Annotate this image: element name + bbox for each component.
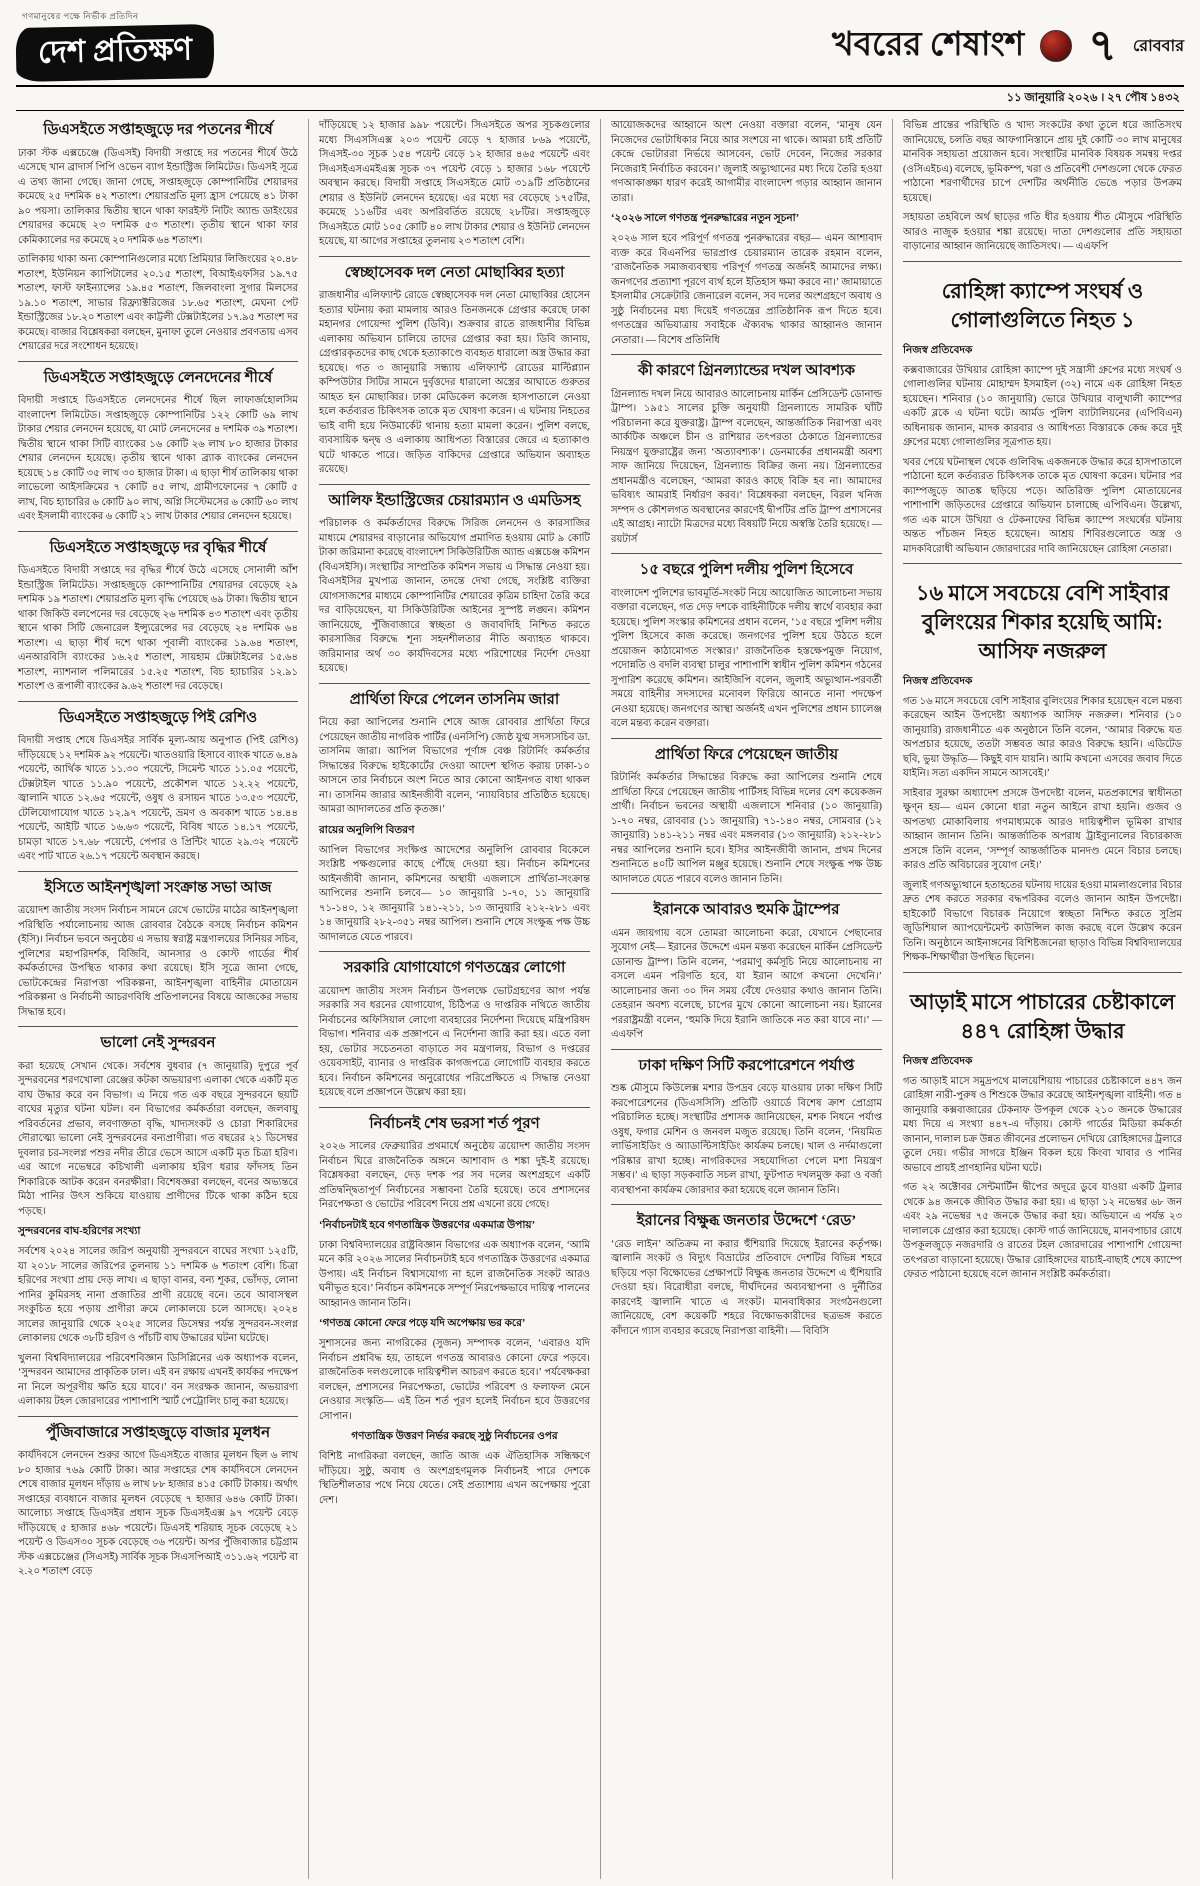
article-paragraph: ত্রয়োদশ জাতীয় সংসদ নির্বাচন সামনে রেখে ভোটের মাঠের আইনশৃঙ্খলা পরিস্থিতি পর্যালোচনায় আজ রোববার বৈঠকে বসছে নির্বাচন কমিশন (ইসি)। নির্বাচন ভবনে অনুষ্ঠেয় এ সভায় স্বরাষ্ট্র মন্ত্রণালয়ের সিনিয়র সচিব, পুলিশের মহাপরিদর্শক, বিজিবি, আনসার ও কোস্ট গার্ডের শীর্ষ কর্মকর্তাদের উপস্থিত থাকার কথা রয়েছে। ইসি সূত্রে জানা গেছে, ভোটকেন্দ্রের নিরাপত্তা পরিকল্পনা, আইনশৃঙ্খলা বাহিনীর মোতায়েন পরিকল্পনা ও নির্বাচনী আচরণবিধি প্রতিপালনের বিষয়ে আজকের সভায় সিদ্ধান্ত হবে।	[18, 905, 298, 1018]
article	[611, 1049, 882, 1199]
article-paragraph: করা হয়েছে সেখান থেকে। সর্বশেষ বুধবার (৭ জানুয়ারি) দুপুরে পূর্ব সুন্দরবনের শরণখোলা রেঞ্জের কটকা অভয়ারণ্য এলাকা থেকে একটি মৃত বাঘ উদ্ধার করে বন বিভাগ। এ নিয়ে গত এক বছরে সুন্দরবনে ছয়টি বাঘের মৃত্যুর ঘটনা ঘটল। বন বিভাগের কর্মকর্তারা বলছেন, জলবায়ু পরিবর্তনের প্রভাব, লবণাক্ততা বৃদ্ধি, খাদ্যসংকট ও চোরা শিকারিদের দৌরাত্ম্যে ভালো নেই সুন্দরবনের বন্যপ্রাণীরা। গত বছরের ২১ ডিসেম্বর দুবলার চর-সংলগ্ন পশুর নদীর তীরে ভেসে আসে একটি মৃত চিত্রা হরিণ। এর আগে নভেম্বরে কচিখালী এলাকায় হরিণ ধরার ফাঁদসহ তিন শিকারিকে আটক করেন বনরক্ষীরা। বিশেষজ্ঞরা বলছেন, বনের অভ্যন্তরে মিঠা পানির উৎস শুকিয়ে যাওয়ায় প্রাণীদের টিকে থাকা কঠিন হয়ে পড়ছে।	[18, 1060, 298, 1217]
article-subhead: ‘গণতন্ত্র কোনো ফেরে পড়ে যদি অপেক্ষায় ভর করে’	[319, 1318, 526, 1330]
continuation-paragraph: দাঁড়িয়েছে ১২ হাজার ৯৯৮ পয়েন্টে। সিএসইতে অপর সূচকগুলোর মধ্যে সিএসসিএক্স ২০৩ পয়েন্ট বেড়ে ৭ হাজার ৮৬৯ পয়েন্টে, সিএসই-৩০ সূচক ১৫৪ পয়েন্ট বেড়ে ১২ হাজার ৪৬৫ পয়েন্টে এবং সিএসইএসএমইএক্স সূচক ৩৭ পয়েন্ট বেড়ে ১ হাজার ১৬৮ পয়েন্টে অবস্থান করছে। বিদায়ী সপ্তাহে সিএসইতে মোট ৩১৯টি প্রতিষ্ঠানের শেয়ার ও ইউনিট লেনদেন হয়েছে। এর মধ্যে দর বেড়েছে ১৭৫টির, কমেছে ১১৬টির এবং অপরিবর্তিত রয়েছে ২৮টির। সপ্তাহজুড়ে সিএসইতে মোট ১০৫ কোটি ৪০ লাখ টাকার শেয়ার ও ইউনিট লেনদেন হয়েছে, যা আগের সপ্তাহের তুলনায় ২৩ শতাংশ বেশি।	[319, 120, 590, 248]
article-paragraph: গ্রিনল্যান্ড দখল নিয়ে আবারও আলোচনায় মার্কিন প্রেসিডেন্ট ডোনাল্ড ট্রাম্প। ১৯৫১ সালের চুক্তি অনুযায়ী গ্রিনল্যান্ডে সামরিক ঘাঁটি পরিচালনা করে যুক্তরাষ্ট্র। ট্রাম্প বলেছেন, আন্তর্জাতিক নিরাপত্তা এবং আর্কটিক অঞ্চলে চীন ও রাশিয়ার তৎপরতা ঠেকাতে গ্রিনল্যান্ডের নিয়ন্ত্রণ যুক্তরাষ্ট্রের জন্য ‘অত্যাবশ্যক’। ডেনমার্কের প্রধানমন্ত্রী অবশ্য সাফ জানিয়ে দিয়েছেন, গ্রিনল্যান্ড বিক্রির জন্য নয়। গ্রিনল্যান্ডের প্রধানমন্ত্রীও বলেছেন, ‘আমরা কারও কাছে বিক্রি হব না। আমাদের ভবিষ্যৎ আমরাই নির্ধারণ করব।’ বিশ্লেষকরা বলছেন, বিরল খনিজ সম্পদ ও কৌশলগত অবস্থানের কারণেই দ্বীপটির প্রতি ট্রাম্প প্রশাসনের এই আগ্রহ। ন্যাটো মিত্রদের মধ্যে বিষয়টি নিয়ে অস্বস্তি তৈরি হয়েছে। — রয়টার্স	[611, 388, 882, 545]
article	[611, 893, 882, 1043]
article-headline: আড়াই মাসে পাচারের চেষ্টাকালে ৪৪৭ রোহিঙ্গা উদ্ধার	[909, 989, 1176, 1043]
article-paragraph: কার্যদিবসে লেনদেন শুরুর আগে ডিএসইতে বাজার মূলধন ছিল ৬ লাখ ৮০ হাজার ৭৬৯ কোটি টাকা। আর সপ্তাহের শেষ কার্যদিবসে লেনদেন শেষে বাজার মূলধন দাঁড়ায় ৬ লাখ ৮৮ হাজার ৪১৫ কোটি টাকায়। অর্থাৎ সপ্তাহের ব্যবধানে বাজার মূলধন বেড়েছে ৭ হাজার ৬৪৬ কোটি টাকা। আলোচ্য সপ্তাহে ডিএসইর প্রধান সূচক ডিএসইএক্স ৯৭ পয়েন্ট বেড়ে দাঁড়িয়েছে ৫ হাজার ৪৬৮ পয়েন্টে। ডিএসই শরিয়াহ সূচক বেড়েছে ২১ পয়েন্ট ও ডিএস৩০ সূচক বেড়েছে ৩৬ পয়েন্ট। অপর পুঁজিবাজার চট্টগ্রাম স্টক এক্সচেঞ্জের (সিএসই) সার্বিক সূচক সিএসপিআই ৩১১.৬২ পয়েন্ট বা ২.২০ শতাংশ বেড়ে	[18, 1450, 298, 1578]
article	[903, 972, 1182, 1283]
article-paragraph: গত ২২ অক্টোবর সেন্টমার্টিন দ্বীপের অদূরে ডুবে যাওয়া একটি ট্রলার থেকে ৯৪ জনকে জীবিত উদ্ধার করা হয়। এ ছাড়া ১২ নভেম্বর ৬৮ জন এবং ২৯ নভেম্বর ৭৫ জনকে উদ্ধার করা হয়। অভিযানে এ পর্যন্ত ২৩ দালালকে গ্রেপ্তার করা হয়েছে। কোস্ট গার্ড জানিয়েছে, মানবপাচার রোধে উপকূলজুড়ে নজরদারি ও রাতের টহল জোরদারের পাশাপাশি গোয়েন্দা তৎপরতা বাড়ানো হয়েছে। উদ্ধার রোহিঙ্গাদের যাচাই-বাছাই শেষে ক্যাম্পে ফেরত পাঠানো হয়েছে বলে জানান সংশ্লিষ্ট কর্মকর্তারা।	[903, 1182, 1182, 1281]
paper-emblem-icon	[1040, 30, 1072, 62]
article	[319, 1107, 590, 1509]
article-paragraph: গত আড়াই মাসে সমুদ্রপথে মালয়েশিয়ায় পাচারের চেষ্টাকালে ৪৪৭ জন রোহিঙ্গা নারী-পুরুষ ও শিশুকে উদ্ধার করেছে আইনশৃঙ্খলা বাহিনী। গত ৪ জানুয়ারি কক্সবাজারের টেকনাফ উপকূল থেকে ২১০ জনকে উদ্ধারের মধ্য দিয়ে এ সংখ্যা ৪৪৭-এ দাঁড়ায়। কোস্ট গার্ডের মিডিয়া কর্মকর্তা জানান, দালাল চক্র উন্নত জীবনের প্রলোভন দেখিয়ে রোহিঙ্গাদের ট্রলারে তুলে দেয়। গভীর সাগরে ইঞ্জিন বিকল হয়ে কিংবা খাবার ও পানির অভাবে প্রায়ই প্রাণহানির ঘটনা ঘটে।	[903, 1075, 1182, 1174]
newspaper-logo	[15, 24, 214, 82]
article-subhead: রায়ের অনুলিপি বিতরণ	[319, 824, 415, 836]
article	[18, 361, 298, 525]
article-headline: ঢাকা দক্ষিণ সিটি করপোরেশনে পর্যাপ্ত	[638, 1057, 855, 1074]
article-headline: পুঁজিবাজারে সপ্তাহজুড়ে বাজার মূলধন	[45, 1424, 271, 1441]
article-paragraph: রাজধানীর এলিফ্যান্ট রোডে স্বেচ্ছাসেবক দল নেতা মোছাব্বির হোসেন হত্যার ঘটনায় করা মামলায় আরও তিনজনকে গ্রেপ্তার করেছে ঢাকা মহানগর গোয়েন্দা পুলিশ (ডিবি)। শুক্রবার রাতে রাজধানীর বিভিন্ন এলাকায় অভিযান চালিয়ে তাদের গ্রেপ্তার করা হয়। ডিবি জানায়, গ্রেপ্তারকৃতদের কাছ থেকে হত্যাকাণ্ডে ব্যবহৃত ধারালো অস্ত্র উদ্ধার করা হয়েছে। গত ৩ জানুয়ারি সন্ধ্যায় এলিফ্যান্ট রোডের মাল্টিপ্ল্যান কম্পিউটার সিটির সামনে দুর্বৃত্তদের ধারালো অস্ত্রের আঘাতে গুরুতর আহত হন মোছাব্বির। ঢাকা মেডিকেল কলেজ হাসপাতালে নেওয়া হলে কর্তব্যরত চিকিৎসক তাকে মৃত ঘোষণা করেন। এ ঘটনায় নিহতের ভাই বাদী হয়ে নিউমার্কেট থানায় হত্যা মামলা করেন। পুলিশ বলছে, ব্যবসায়িক দ্বন্দ্ব ও এলাকায় আধিপত্য বিস্তারের জেরে এ হত্যাকাণ্ড ঘটে থাকতে পারে। জড়িত বাকিদের গ্রেপ্তারে অভিযান অব্যাহত রয়েছে।	[319, 290, 590, 476]
article-paragraph: আপিল বিভাগের সংক্ষিপ্ত আদেশের অনুলিপি রোববার বিকেলে সংশ্লিষ্ট পক্ষগুলোর কাছে পৌঁছে দেওয়া হয়। নির্বাচন কমিশনের আইনজীবী জানান, কমিশনের অস্থায়ী এজলাসে প্রার্থিতা-সংক্রান্ত আপিলের শুনানি চলবে— ১০ জানুয়ারি ১-৭০, ১১ জানুয়ারি ৭১-১৪০, ১২ জানুয়ারি ১৪১-২১১, ১৩ জানুয়ারি ২১২-২৮১ এবং ১৪ জানুয়ারি ২৮২-৩৫১ নম্বর আপিল। শুনানি শেষে সংক্ষুব্ধ পক্ষ উচ্চ আদালতে যেতে পারবে।	[319, 844, 590, 943]
article-headline: কী কারণে গ্রিনল্যান্ডের দখল আবশ্যক	[637, 363, 856, 380]
article-headline: প্রার্থিতা ফিরে পেয়েছেন জাতীয়	[654, 746, 839, 763]
date-bar	[16, 85, 1184, 111]
article-headline: স্বেচ্ছাসেবক দল নেতা মোছাব্বির হত্যা	[344, 264, 565, 281]
article-paragraph: ঢাকা বিশ্ববিদ্যালয়ের রাষ্ট্রবিজ্ঞান বিভাগের এক অধ্যাপক বলেন, ‘আমি মনে করি ২০২৬ সালের নির্বাচনটাই হবে গণতান্ত্রিক উত্তরণের একমাত্র উপায়। এই নির্বাচন বিশ্বাসযোগ্য না হলে রাজনৈতিক সংকট আরও ঘনীভূত হবে।’ নির্বাচন কমিশনকে সম্পূর্ণ নিরপেক্ষভাবে দায়িত্ব পালনের আহ্বানও জানান তিনি।	[319, 1239, 590, 1309]
page-header	[16, 10, 1184, 80]
article	[18, 871, 298, 1021]
article	[611, 553, 882, 732]
article	[18, 121, 298, 355]
article	[319, 256, 590, 478]
article-bold-line: গণতান্ত্রিক উত্তরণ নির্ভর করছে সুষ্ঠু নির্বাচনের ওপর	[351, 1431, 558, 1443]
article-paragraph: এমন জায়গায় বসে তোমরা আলোচনা করো, যেখানে পেছানোর সুযোগ নেই— ইরানের উদ্দেশে এমন মন্তব্য করেছেন মার্কিন প্রেসিডেন্ট ডোনাল্ড ট্রাম্প। তিনি বলেন, ‘পরমাণু কর্মসূচি নিয়ে আলোচনায় না বসলে এমন পরিণতি হবে, যা ইরান আগে কখনো দেখেনি।’ আলোচনার জন্য ৩০ দিন সময় বেঁধে দেওয়ার কথাও জানান তিনি। তেহরান অবশ্য বলেছে, চাপের মুখে কোনো আলোচনা নয়। ইরানের পররাষ্ট্রমন্ত্রী বলেন, ‘হুমকি দিয়ে ইরানি জাতিকে নত করা যাবে না।’ — এএফপি	[611, 927, 882, 1041]
article	[611, 354, 882, 547]
article	[611, 738, 882, 888]
article-byline: নিজস্ব প্রতিবেদক	[903, 344, 973, 356]
article-headline: আলিফ ইন্ডাস্ট্রিজের চেয়ারম্যান ও এমডিসহ	[328, 492, 581, 509]
article	[611, 1204, 882, 1339]
article-paragraph: বিশিষ্ট নাগরিকরা বলছেন, জাতি আজ এক ঐতিহাসিক সন্ধিক্ষণে দাঁড়িয়ে। সুষ্ঠু, অবাধ ও অংশগ্রহণমূলক নির্বাচনই পারে দেশকে স্থিতিশীলতার পথে নিয়ে যেতে। সেই প্রত্যাশায় এখন অপেক্ষায় পুরো দেশ।	[319, 1451, 590, 1506]
article-subhead: ‘নির্বাচনটাই হবে গণতান্ত্রিক উত্তরণের একমাত্র উপায়’	[319, 1219, 536, 1231]
article-paragraph: ঢাকা স্টক এক্সচেঞ্জে (ডিএসই) বিদায়ী সপ্তাহে দর পতনের শীর্ষে উঠে এসেছে খান ব্রাদার্স পিপি ওভেন ব্যাগ ইন্ডাস্ট্রিজ লিমিটেড। ডিএসই সূত্রে এ তথ্য জানা গেছে। জানা গেছে, সপ্তাহজুড়ে কোম্পানিটির শেয়ারদর কমেছে ২৫ দশমিক ৪২ শতাংশ। শেয়ারপ্রতি মূল্য হ্রাস পেয়েছে ৪১ টাকা ৯০ পয়সা। তালিকার দ্বিতীয় স্থানে থাকা ফারইস্ট নিটিং অ্যান্ড ডাইংয়ের শেয়ারদর কমেছে ২৩ দশমিক ৫৩ শতাংশ। তৃতীয় স্থানে থাকা ফার কেমিক্যালের দর কমেছে ২০ দশমিক ৬৪ শতাংশ।	[18, 147, 298, 246]
article-paragraph: জুলাই গণঅভ্যুত্থানে হতাহতের ঘটনায় দায়ের হওয়া মামলাগুলোর বিচার দ্রুত শেষ করতে সরকার বদ্ধপরিকর বলেও জানান আইন উপদেষ্টা। হাইকোর্ট বিভাগে বিচারক নিয়োগে স্বচ্ছতা নিশ্চিত করতে সুপ্রিম জুডিশিয়াল অ্যাপয়েন্টমেন্ট কাউন্সিল কাজ করছে বলে উল্লেখ করেন তিনি। অনুষ্ঠানে আইনাঙ্গনের বিশিষ্টজনেরা ছাড়াও বিভিন্ন বিশ্ববিদ্যালয়ের শিক্ষক-শিক্ষার্থীরা উপস্থিত ছিলেন।	[903, 879, 1182, 964]
article-byline: নিজস্ব প্রতিবেদক	[903, 1055, 973, 1067]
article-continuation	[903, 119, 1182, 255]
article-paragraph: গত ১৬ মাসে সবচেয়ে বেশি সাইবার বুলিংয়ের শিকার হয়েছেন বলে মন্তব্য করেছেন আইন উপদেষ্টা অধ্যাপক আসিফ নজরুল। শনিবার (১০ জানুয়ারি) রাজধানীতে এক অনুষ্ঠানে তিনি বলেন, ‘আমার বিরুদ্ধে যত অপপ্রচার হয়েছে, ততটা সম্ভবত আর কারও বিরুদ্ধে হয়নি। এডিটেড ছবি, ভুয়া উদ্ধৃতি— কিছুই বাদ যায়নি। আমি কখনো এসবের জবাব দিতে যাইনি। সত্য একদিন সামনে আসবেই।’	[903, 695, 1182, 780]
article-paragraph: বিদায়ী সপ্তাহ শেষে ডিএসইর সার্বিক মূল্য-আয় অনুপাত (পিই রেশিও) দাঁড়িয়েছে ১২ দশমিক ৯২ পয়েন্টে। খাতওয়ারি হিসাবে ব্যাংক খাতে ৬.৪৯ পয়েন্টে, আর্থিক খাতে ১১.৩০ পয়েন্টে, সিমেন্ট খাতে ১১.০৫ পয়েন্টে, টেক্সটাইল খাতে ১১.৯০ পয়েন্টে, প্রকৌশল খাতে ১২.২২ পয়েন্টে, জ্বালানি খাতে ১২.৬৫ পয়েন্টে, ওষুধ ও রসায়ন খাতে ১৩.৫৩ পয়েন্টে, টেলিযোগাযোগ খাতে ১২.৯৭ পয়েন্টে, ভ্রমণ ও অবকাশ খাতে ১৪.৪৪ পয়েন্টে, আইটি খাতে ১৬.৬৩ পয়েন্টে, বিবিধ খাতে ১৪.১৭ পয়েন্টে, চামড়া খাতে ১৭.৬৮ পয়েন্টে, পেপার ও প্রিন্টিং খাতে ২৯.৩২ পয়েন্টে এবং পাট খাতে ২৬.১৭ পয়েন্টে অবস্থান করছে।	[18, 735, 298, 863]
continuation-paragraph: সহায়তা তহবিলে অর্থ ছাড়ের গতি ধীর হওয়ায় শীত মৌসুমে পরিস্থিতি আরও নাজুক হওয়ার শঙ্কা রয়েছে। দাতা দেশগুলোর প্রতি সহায়তা বাড়ানোর আহ্বান জানিয়েছে জাতিসংঘ। — এএফপি	[903, 212, 1182, 253]
article-headline: ডিএসইতে সপ্তাহজুড়ে দর পতনের শীর্ষে	[43, 122, 273, 139]
article-paragraph: ত্রয়োদশ জাতীয় সংসদ নির্বাচন উপলক্ষে ভোটগ্রহণের আগ পর্যন্ত সরকারি সব ধরনের যোগাযোগ, চিঠিপত্র ও দাপ্তরিক নথিতে জাতীয় নির্বাচনের অফিসিয়াল লোগো ব্যবহারের নির্দেশনা দিয়েছে মন্ত্রিপরিষদ বিভাগ। শনিবার এক প্রজ্ঞাপনে এ নির্দেশনা জারি করা হয়। এতে বলা হয়, ভোটার সচেতনতা বাড়াতে সব মন্ত্রণালয়, বিভাগ ও দপ্তরের ওয়েবসাইট, ব্যানার ও দাপ্তরিক কাগজপত্রে লোগোটি ব্যবহার করতে হবে। নির্বাচন কমিশনের অনুরোধের পরিপ্রেক্ষিতে এ সিদ্ধান্ত নেওয়া হয়েছে বলে প্রজ্ঞাপনে উল্লেখ করা হয়।	[319, 985, 590, 1099]
article-paragraph: রিটার্নিং কর্মকর্তার সিদ্ধান্তের বিরুদ্ধে করা আপিলের শুনানি শেষে প্রার্থিতা ফিরে পেয়েছেন জাতীয় পার্টিসহ বিভিন্ন দলের বেশ কয়েকজন প্রার্থী। নির্বাচন ভবনের অস্থায়ী এজলাসে শনিবার (১০ জানুয়ারি) ১-৭০ নম্বর, রোববার (১১ জানুয়ারি) ৭১-১৪০ নম্বর, সোমবার (১২ জানুয়ারি) ১৪১-২১১ নম্বর এবং মঙ্গলবার (১৩ জানুয়ারি) ২১২-২৮১ নম্বর আপিলের শুনানি হবে। ইসির আইনজীবী জানান, প্রথম দিনের শুনানিতে ৪০টি আপিল মঞ্জুর হয়েছে। শুনানি শেষে সংক্ষুব্ধ পক্ষ উচ্চ আদালতে যেতে পারবে বলেও জানান তিনি।	[611, 772, 882, 885]
article-paragraph: বাংলাদেশ পুলিশের ভাবমূর্তি-সংকট নিয়ে আয়োজিত আলোচনা সভায় বক্তারা বলেছেন, গত দেড় দশকে বাহিনীটিকে দলীয় স্বার্থে ব্যবহার করা হয়েছে। পুলিশ সংস্কার কমিশনের প্রধান বলেন, ‘১৫ বছরে পুলিশ দলীয় পুলিশ হিসেবে কাজ করেছে। জনগণের পুলিশ হয়ে উঠতে হলে প্রয়োজন কাঠামোগত সংস্কার।’ রাজনৈতিক হস্তক্ষেপমুক্ত নিয়োগ, পদোন্নতি ও বদলি ব্যবস্থা চালুর পাশাপাশি স্বাধীন পুলিশ কমিশন গঠনের সুপারিশ করেছে কমিশন। আইজিপি বলেন, জুলাই অভ্যুত্থান-পরবর্তী সময়ে বাহিনীর সদস্যদের মনোবল ফিরিয়ে আনতে নানা পদক্ষেপ নেওয়া হয়েছে। জনগণের আস্থা অর্জনই এখন পুলিশের প্রধান চ্যালেঞ্জ বলে মন্তব্য করেন বক্তারা।	[611, 587, 882, 730]
day-label: রোববার	[1132, 37, 1184, 55]
article-continuation	[319, 119, 590, 250]
masthead-tagline: গণমানুষের পক্ষে নির্ভীক প্রতিদিন	[22, 11, 139, 21]
article-headline: নির্বাচনই শেষ ভরসা শর্ত পূরণ	[369, 1115, 540, 1132]
column-4	[892, 119, 1184, 1879]
article-headline: ডিএসইতে সপ্তাহজুড়ে দর বৃদ্ধির শীর্ষে	[49, 539, 267, 556]
article-paragraph: ‘রেড লাইন’ অতিক্রম না করার হুঁশিয়ারি দিয়েছে ইরানের কর্তৃপক্ষ। জ্বালানি সংকট ও বিদ্যুৎ বিভ্রাটের প্রতিবাদে দেশটির বিভিন্ন শহরে ছড়িয়ে পড়া বিক্ষোভের প্রেক্ষাপটে বিক্ষুব্ধ জনতার উদ্দেশে এ হুঁশিয়ারি দেওয়া হয়। বিরোধীরা বলছে, দীর্ঘদিনের অব্যবস্থাপনা ও দুর্নীতির কারণেই জ্বালানি খাতে এ সংকট। মানবাধিকার সংগঠনগুলো জানিয়েছে, বেশ কয়েকটি শহরে বিক্ষোভকারীদের ছত্রভঙ্গ করতে কাঁদানে গ্যাস ব্যবহার করেছে নিরাপত্তা বাহিনী। — বিবিসি	[611, 1238, 882, 1337]
article	[18, 1026, 298, 1410]
article-paragraph: ডিএসইতে বিদায়ী সপ্তাহে দর বৃদ্ধির শীর্ষে উঠে এসেছে সোনালী আঁশ ইন্ডাস্ট্রিজ লিমিটেড। সপ্তাহজুড়ে কোম্পানিটির শেয়ারদর বেড়েছে ২৯ দশমিক ১৯ শতাংশ। শেয়ারপ্রতি মূল্য বৃদ্ধি পেয়েছে ৬৯ টাকা। দ্বিতীয় স্থানে থাকা জিকিউ বলপেনের দর বেড়েছে ২৬ দশমিক ৪৩ শতাংশ এবং তৃতীয় স্থানে থাকা সিটি জেনারেল ইন্স্যুরেন্সের দর বেড়েছে ২৪ দশমিক ৬৪ শতাংশ। এ ছাড়া শীর্ষ দশে থাকা পূবালী ব্যাংকের ১৯.৬৪ শতাংশ, এনআরবিসি ব্যাংকের ১৬.২৫ শতাংশ, সায়হাম টেক্সটাইলের ১৫.৬৪ শতাংশ, ন্যাশনাল পলিমারের ১৫.২৫ শতাংশ, বিচ হ্যাচারির ১২.৯১ শতাংশ ও রূপালী ব্যাংকের ৯.৬২ শতাংশ দর বেড়েছে।	[18, 565, 298, 693]
article-paragraph: তালিকায় থাকা অন্য কোম্পানিগুলোর মধ্যে প্রিমিয়ার লিজিংয়ের ২০.৪৮ শতাংশ, ইউনিয়ন ক্যাপিটালের ২০.১৫ শতাংশ, বিআইএফসির ১৯.৭৫ শতাংশ, ফাস্ট ফাইন্যান্সের ১৯.৪৫ শতাংশ, জিলবাংলা সুগার মিলসের ১৯.১০ শতাংশ, সাভার রিফ্র্যাক্টরিজের ১৮.৬৫ শতাংশ, মেঘনা পেট ইন্ডাস্ট্রিজের ১৮.২০ শতাংশ এবং কাট্টলী টেক্সটাইলের ১৭.৯৫ শতাংশ দর কমেছে। বাজার বিশ্লেষকরা বলছেন, মুনাফা তুলে নেওয়ার প্রবণতায় এসব শেয়ারের দরে সংশোধন হয়েছে।	[18, 254, 298, 353]
column-3	[600, 119, 892, 1879]
article	[18, 531, 298, 695]
article-headline: ১৫ বছরে পুলিশ দলীয় পুলিশ হিসেবে	[639, 562, 854, 579]
article-paragraph: পরিচালক ও কর্মকর্তাদের বিরুদ্ধে সিরিজ লেনদেন ও কারসাজির মাধ্যমে শেয়ারদর বাড়ানোর অভিযোগ প্রমাণিত হওয়ায় মোট ৯ কোটি টাকা জরিমানা করেছে বাংলাদেশ সিকিউরিটিজ অ্যান্ড এক্সচেঞ্জ কমিশন (বিএসইসি)। সংস্থাটির সাম্প্রতিক কমিশন সভায় এ সিদ্ধান্ত নেওয়া হয়। বিএসইসির মুখপাত্র জানান, তদন্তে দেখা গেছে, সংশ্লিষ্ট ব্যক্তিরা যোগসাজশের মাধ্যমে কোম্পানিটির শেয়ারের কৃত্রিম চাহিদা তৈরি করে দর বাড়িয়েছেন, যা সিকিউরিটিজ আইনের সুস্পষ্ট লঙ্ঘন। কমিশন জানিয়েছে, পুঁজিবাজারে স্বচ্ছতা ও জবাবদিহি নিশ্চিত করতে কারসাজির বিরুদ্ধে শূন্য সহনশীলতার নীতি অব্যাহত থাকবে। জরিমানার অর্থ ৩০ কার্যদিবসের মধ্যে পরিশোধের নির্দেশ দেওয়া হয়েছে।	[319, 518, 590, 675]
article	[903, 261, 1182, 557]
article	[903, 563, 1182, 966]
article-headline: প্রার্থিতা ফিরে পেলেন তাসনিম জারা	[349, 691, 560, 708]
article-paragraph: খুলনা বিশ্ববিদ্যালয়ের পরিবেশবিজ্ঞান ডিসিপ্লিনের এক অধ্যাপক বলেন, ‘সুন্দরবন আমাদের প্রাকৃতিক ঢাল। এই বন রক্ষায় এখনই কার্যকর পদক্ষেপ না নিলে অপূরণীয় ক্ষতি হয়ে যাবে।’ বন সংরক্ষক জানান, অভয়ারণ্য এলাকায় টহল জোরদারের পাশাপাশি স্মার্ট পেট্রোলিং চালু করা হয়েছে।	[18, 1352, 298, 1408]
article-paragraph: ২০২৬ সাল হবে পরিপূর্ণ গণতন্ত্র পুনরুদ্ধারের বছর— এমন আশাবাদ ব্যক্ত করে বিএনপির ভারপ্রাপ্ত চেয়ারম্যান তারেক রহমান বলেন, ‘রাজনৈতিক সমাজব্যবস্থায় পরিপূর্ণ গণতন্ত্র অর্জনই আমাদের লক্ষ্য। জনগণের প্রত্যাশা পূরণে ব্যর্থ হলে ইতিহাস ক্ষমা করবে না।’ জামায়াতে ইসলামীর সেক্রেটারি জেনারেল বলেন, সব দলের অংশগ্রহণে অবাধ ও সুষ্ঠু নির্বাচনের মধ্য দিয়েই গণতন্ত্রের প্রাতিষ্ঠানিক রূপ দিতে হবে। গণতন্ত্রের অভিযাত্রায় সবাইকে ঐক্যবদ্ধ থাকার আহ্বানও জানান নেতারা। — বিশেষ প্রতিনিধি	[611, 233, 882, 346]
article	[18, 1416, 298, 1580]
article-subhead: ‘২০২৬ সালে গণতন্ত্র পুনরুদ্ধারের নতুন সূচনা’	[611, 213, 800, 225]
newspaper-title: দেশ প্রতিক্ষণ	[37, 31, 193, 70]
column-2	[308, 119, 600, 1879]
article-byline: নিজস্ব প্রতিবেদক	[903, 675, 973, 687]
article-headline: রোহিঙ্গা ক্যাম্পে সংঘর্ষ ও গোলাগুলিতে নিহত ১	[941, 278, 1144, 332]
article-headline: সরকারি যোগাযোগে গণতন্ত্রের লোগো	[343, 960, 566, 977]
article-headline: ইরানের বিক্ষুব্ধ জনতার উদ্দেশে ‘রেড’	[636, 1213, 857, 1230]
column-1	[16, 119, 308, 1879]
continuation-paragraph: বিভিন্ন প্রান্তের পরিস্থিতি ও খাদ্য সংকটের কথা তুলে ধরে জাতিসংঘ জানিয়েছে, চলতি বছর আফগানিস্তানে প্রায় দুই কোটি ৩০ লাখ মানুষের মানবিক সহায়তা প্রয়োজন হবে। সংস্থাটির মানবিক বিষয়ক সমন্বয় দপ্তর (ওসিএইচএ) বলেছে, ভূমিকম্প, খরা ও প্রতিবেশী দেশগুলো থেকে ফেরত পাঠানো শরণার্থীদের চাপে দেশটির অর্থনীতি ভেঙে পড়ার উপক্রম হয়েছে।	[903, 120, 1182, 204]
section-title: খবরের শেষাংশ	[831, 27, 1025, 64]
date-label: ১১ জানুয়ারি ২০২৬ । ২৭ পৌষ ১৪৩২	[1006, 92, 1180, 105]
article-continuation	[611, 119, 882, 348]
article-paragraph: খবর পেয়ে ঘটনাস্থল থেকে গুলিবিদ্ধ একজনকে উদ্ধার করে হাসপাতালে পাঠানো হলে কর্তব্যরত চিকি‌ৎসক তাকে মৃত ঘোষণা করেন। ঘটনার পর ক্যাম্পজুড়ে আতঙ্ক ছড়িয়ে পড়ে। অতিরিক্ত পুলিশ মোতায়েনের পাশাপাশি জড়িতদের গ্রেপ্তারে অভিযান চালাচ্ছে এপিবিএন। উল্লেখ্য, গত এক মাসে উখিয়া ও টেকনাফের বিভিন্ন ক্যাম্পে সংঘর্ষের ঘটনায় অন্তত পাঁচজন নিহত হয়েছেন। আশ্রয় শিবিরগুলোতে অস্ত্র ও মাদকবিরোধী অভিযান জোরদারের দাবি জানিয়েছেন রোহিঙ্গা নেতারা।	[903, 456, 1182, 555]
article	[319, 951, 590, 1101]
article-paragraph: কক্সবাজারের উখিয়ার রোহিঙ্গা ক্যাম্পে দুই সন্ত্রাসী গ্রুপের মধ্যে সংঘর্ষ ও গোলাগুলির ঘটনায় মোহাম্মদ ইসমাইল (৩২) নামে এক রোহিঙ্গা নিহত হয়েছেন। শনিবার (১০ জানুয়ারি) ভোরে উখিয়ার বালুখালী ক্যাম্পের একটি ব্লকে এ ঘটনা ঘটে। আর্মড পুলিশ ব্যাটালিয়নের (এপিবিএন) অধিনায়ক জানান, মাদক কারবার ও আধিপত্য বিস্তারকে কেন্দ্র করে দুই গ্রুপের মধ্যে গোলাগুলির সূত্রপাত হয়।	[903, 364, 1182, 449]
article-paragraph: নিয়ে করা আপিলের শুনানি শেষে আজ রোববার প্রার্থিতা ফিরে পেয়েছেন জাতীয় নাগরিক পার্টির (এনসিপি) জ্যেষ্ঠ যুগ্ম সদস্যসচিব ডা. তাসনিম জারা। আপিল বিভাগের পূর্ণাঙ্গ বেঞ্চ রিটার্নিং কর্মকর্তার সিদ্ধান্তের বিরুদ্ধে হাইকোর্টের দেওয়া আদেশ স্থগিত করায় ঢাকা-১০ আসনে তার নির্বাচনে অংশ নিতে আর কোনো আইনগত বাধা থাকল না। তাসনিম জারার আইনজীবী বলেন, ‘ন্যায়বিচার প্রতিষ্ঠিত হয়েছে। আমরা আদালতের প্রতি কৃতজ্ঞ।’	[319, 717, 590, 816]
article-subhead: সুন্দরবনের বাঘ-হরিণের সংখ্যা	[18, 1226, 141, 1238]
article	[319, 683, 590, 946]
article-headline: ভালো নেই সুন্দরবন	[100, 1035, 216, 1052]
article	[319, 484, 590, 677]
continuation-paragraph: আয়োজকদের আহ্বানে অংশ নেওয়া বক্তারা বলেন, ‘মানুষ যেন নিজেদের ভোটাধিকার নিয়ে আর সংশয়ে না থাকে। আমরা চাই প্রতিটি কেন্দ্রে ভোটাররা নির্ভয়ে আসবেন, ভোট দেবেন, নিজের সরকার নিজেরাই নির্বাচিত করবেন।’ জুলাই অভ্যুত্থানের মধ্য দিয়ে তৈরি হওয়া গণআকাঙ্ক্ষা ধারণ করেই আগামীর বাংলাদেশ গড়ার আহ্বান জানান তারা।	[611, 120, 882, 204]
article-paragraph: শুষ্ক মৌসুমে কিউলেক্স মশার উপদ্রব বেড়ে যাওয়ায় ঢাকা দক্ষিণ সিটি করপোরেশনের (ডিএসসিসি) প্রতিটি ওয়ার্ডে বিশেষ ক্রাশ প্রোগ্রাম পরিচালিত হচ্ছে। সংস্থাটির প্রশাসক জানিয়েছেন, মশক নিধনে পর্যাপ্ত ওষুধ, ফগার মেশিন ও জনবল মজুত রয়েছে। তিনি বলেন, ‘নিয়মিত লার্ভিসাইডিং ও অ্যাডাল্টিসাইডিং কার্যক্রম চলছে। খাল ও নর্দমাগুলো পরিষ্কার রাখা হচ্ছে। নাগরিকদের সহযোগিতা পেলে মশা নিয়ন্ত্রণ সম্ভব।’ এ ছাড়া সড়কবাতি সচল রাখা, ফুটপাত দখলমুক্ত করা ও বর্জ্য ব্যবস্থাপনা কার্যক্রম জোরদার করা হয়েছে বলে জানান তিনি।	[611, 1083, 882, 1196]
masthead-block	[16, 10, 214, 80]
article-paragraph: সুশাসনের জন্য নাগরিকের (সুজন) সম্পাদক বলেন, ‘এবারও যদি নির্বাচন প্রশ্নবিদ্ধ হয়, তাহলে গণতন্ত্র আবারও কোনো ফেরে পড়বে। রাজনৈতিক দলগুলোকে দায়িত্বশীল আচরণ করতে হবে।’ পর্যবেক্ষকরা বলছেন, প্রশাসনের নিরপেক্ষতা, ভোটের পরিবেশ ও ফলাফল মেনে নেওয়ার সংস্কৃতি— এই তিন শর্ত পূরণ হলেই নির্বাচন হবে উত্তরণের সোপান।	[319, 1338, 590, 1422]
article-headline: ডিএসইতে সপ্তাহজুড়ে পিই রেশিও	[58, 709, 258, 726]
article-headline: ১৬ মাসে সবচেয়ে বেশি সাইবার বুলিংয়ের শিকার হয়েছি আমি: আসিফ নজরুল	[915, 581, 1170, 663]
page-body	[16, 119, 1184, 1879]
article-paragraph: সাইবার সুরক্ষা অধ্যাদেশ প্রসঙ্গে উপদেষ্টা বলেন, মতপ্রকাশের স্বাধীনতা ক্ষুণ্ন হয়— এমন কোনো ধারা নতুন আইনে রাখা হয়নি। গুজব ও অপতথ্য মোকাবিলায় গণমাধ্যমকে আরও দায়িত্বশীল ভূমিকা রাখার আহ্বান জানান তিনি। আন্তর্জাতিক অপরাধ ট্রাইব্যুনালের বিচারকাজ প্রসঙ্গে তিনি বলেন, ‘সম্পূর্ণ আন্তর্জাতিক মানদণ্ড মেনে বিচার চলছে। কারও প্রতি অবিচারের সুযোগ নেই।’	[903, 787, 1182, 872]
article-paragraph: সর্বশেষ ২০২৪ সালের জরিপ অনুযায়ী সুন্দরবনে বাঘের সংখ্যা ১২৫টি, যা ২০১৮ সালের জরিপের তুলনায় ১১ দশমিক ৬ শতাংশ বেশি। চিত্রা হরিণের সংখ্যা প্রায় দেড় লাখ। এ ছাড়া বানর, বন্য শূকর, ভোঁদড়, লোনা পানির কুমিরসহ নানা প্রজাতির প্রাণী রয়েছে বনে। তবে আবাসস্থল সংকুচিত হয়ে পড়ায় প্রাণীরা ক্রমে লোকালয়ে চলে আসছে। ২০২৪ সালের জানুয়ারি থেকে ২০২৫ সালের ডিসেম্বর পর্যন্ত সুন্দরবন-সংলগ্ন লোকালয় থেকে ৩৮টি হরিণ ও পাঁচটি বাঘ উদ্ধারের ঘটনা ঘটেছে।	[18, 1246, 298, 1345]
article	[18, 701, 298, 865]
article-paragraph: বিদায়ী সপ্তাহে ডিএসইতে লেনদেনের শীর্ষে ছিল লাফার্জহোলসিম বাংলাদেশ লিমিটেড। সপ্তাহজুড়ে কোম্পানিটির ১২২ কোটি ৬৯ লাখ টাকার শেয়ার লেনদেন হয়েছে, যা মোট লেনদেনের ৪ দশমিক ৩৯ শতাংশ। দ্বিতীয় স্থানে থাকা সিটি ব্যাংকের ১৬ কোটি ২৬ লাখ ৮০ হাজার টাকার শেয়ার লেনদেন হয়েছে। তৃতীয় স্থানে থাকা ব্র্যাক ব্যাংকের লেনদেন হয়েছে ১৪ কোটি ৩৫ লাখ ৩০ হাজার টাকা। এ ছাড়া শীর্ষ তালিকায় থাকা লাভেলো আইসক্রিমের ৭ কোটি ৪৫ লাখ, গ্রামীণফোনের ৭ কোটি ৫ লাখ, বিচ হ্যাচারির ৬ কোটি ৯০ লাখ, অগ্নি সিস্টেমসের ৬ কোটি ৬০ লাখ এবং ইসলামী ব্যাংকের ৬ কোটি ২১ লাখ টাকার শেয়ার লেনদেন হয়েছে।	[18, 395, 298, 523]
page-number: ৭	[1088, 21, 1117, 71]
header-right	[832, 18, 1184, 80]
article-headline: ইসিতে আইনশৃঙ্খলা সংক্রান্ত সভা আজ	[44, 879, 272, 896]
article-headline: ডিএসইতে সপ্তাহজুড়ে লেনদেনের শীর্ষে	[43, 369, 273, 386]
article-headline: ইরানকে আবারও হুমকি ট্রাম্পের	[653, 902, 840, 919]
article-paragraph: ২০২৬ সালের ফেব্রুয়ারির প্রথমার্ধে অনুষ্ঠেয় ত্রয়োদশ জাতীয় সংসদ নির্বাচন ঘিরে রাজনৈতিক অঙ্গনে আশাবাদ ও শঙ্কা দুই-ই রয়েছে। বিশ্লেষকরা বলছেন, দেড় দশক পর সব দলের অংশগ্রহণে একটি প্রতিদ্বন্দ্বিতাপূর্ণ নির্বাচনের সম্ভাবনা তৈরি হয়েছে। তবে প্রশাসনের নিরপেক্ষতা ও ভোটের পরিবেশ নিয়ে প্রশ্ন এখনো রয়ে গেছে।	[319, 1141, 590, 1211]
